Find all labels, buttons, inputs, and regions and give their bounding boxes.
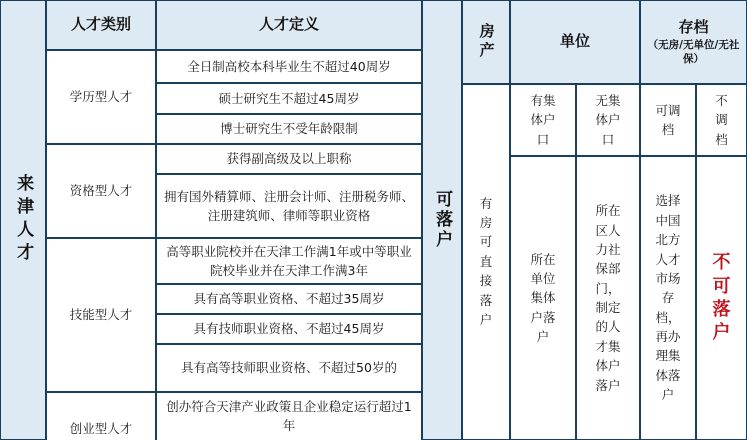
definition-cell: 具有高等职业资格、不超过35周岁 bbox=[156, 284, 422, 314]
definition-cell: 具有高等技师职业资格、不超过50岁的 bbox=[156, 344, 422, 392]
definition-cell: 拥有国外精算师、注册会计师、注册税务师、注册建筑师、律师等职业资格 bbox=[156, 174, 422, 238]
definition-cell: 博士研究生不受年龄限制 bbox=[156, 114, 422, 144]
settle-label-text: 可落户 bbox=[432, 190, 453, 250]
transferable-header: 可调档 bbox=[640, 84, 696, 156]
not-transferable-policy: 不可落户 bbox=[696, 156, 747, 440]
no-collective-policy: 所在区人力社保部门，制定的人才集体户落户 bbox=[576, 156, 640, 440]
settle-label bbox=[422, 0, 462, 440]
category-qualification: 资格型人才 bbox=[46, 144, 156, 238]
no-collective-header: 无集体户口 bbox=[576, 84, 640, 156]
property-policy: 有房可直接落户 bbox=[462, 84, 510, 440]
definition-cell: 硕士研究生不超过45周岁 bbox=[156, 83, 422, 114]
archive-title: 存档 bbox=[678, 17, 709, 36]
property-header bbox=[462, 0, 510, 84]
category-startup: 创业型人才 bbox=[46, 392, 156, 440]
transferable-policy: 选择中国北方人才市场存档，再办理集体落户 bbox=[640, 156, 696, 440]
definition-cell: 创办符合天津产业政策且企业稳定运行超过1年 bbox=[156, 392, 422, 440]
unit-header: 单位 bbox=[510, 0, 640, 84]
not-transferable-header: 不调档 bbox=[696, 84, 747, 156]
collective-header: 有集体户口 bbox=[510, 84, 576, 156]
definition-header: 人才定义 bbox=[156, 0, 422, 50]
definition-cell: 具有技师职业资格、不超过45周岁 bbox=[156, 314, 422, 344]
definition-cell: 全日制高校本科毕业生不超过40周岁 bbox=[156, 50, 422, 83]
category-skill: 技能型人才 bbox=[46, 238, 156, 392]
category-header: 人才类别 bbox=[46, 0, 156, 50]
category-education: 学历型人才 bbox=[46, 50, 156, 144]
archive-note: （无房/无单位/无社保） bbox=[647, 39, 740, 65]
property-header-text: 房产 bbox=[477, 23, 496, 61]
archive-header bbox=[640, 0, 747, 84]
left-side-label-text: 来津人才 bbox=[13, 174, 34, 266]
definition-cell: 高等职业院校并在天津工作满1年或中等职业院校毕业并在天津工作满3年 bbox=[156, 238, 422, 284]
collective-policy: 所在单位集体户落户 bbox=[510, 156, 576, 440]
definition-cell: 获得副高级及以上职称 bbox=[156, 144, 422, 174]
left-side-label bbox=[0, 0, 46, 440]
